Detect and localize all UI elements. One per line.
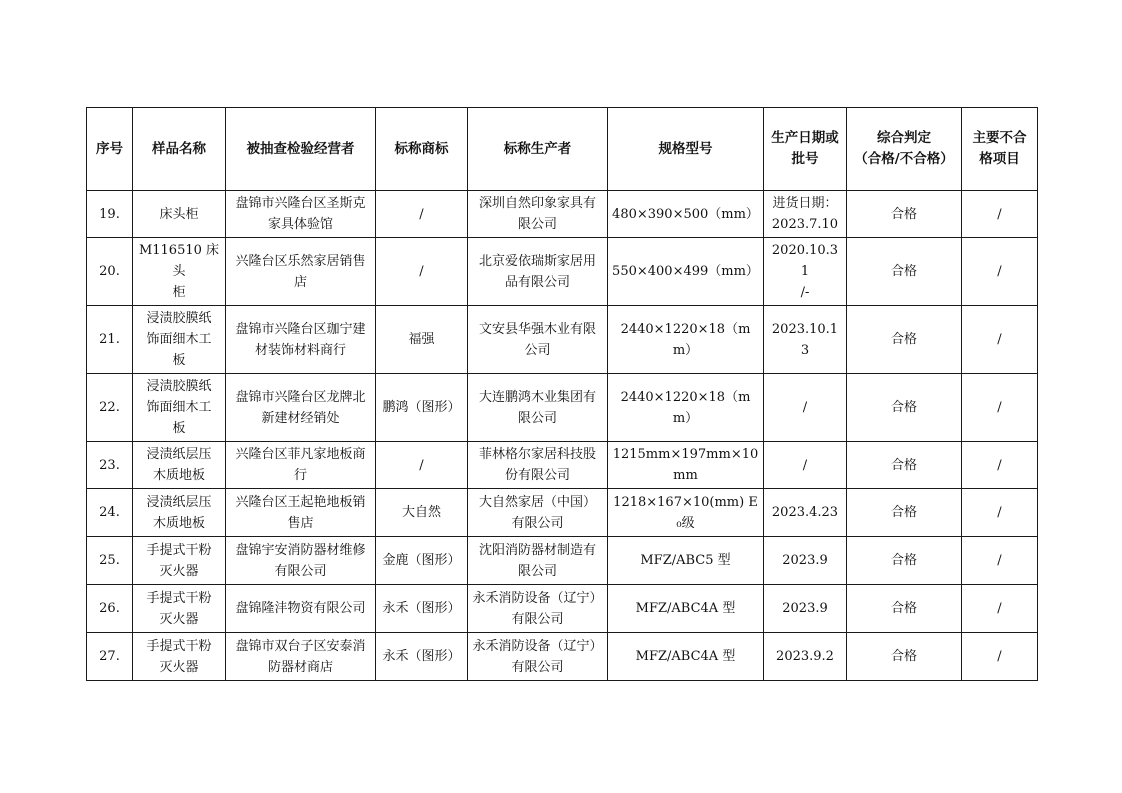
cell-trademark: / [376,442,468,489]
cell-spec: 2440×1220×18（mm） [608,306,764,374]
cell-judgment: 合格 [847,489,962,537]
cell-nonconformity: / [962,585,1038,633]
cell-date: / [764,442,847,489]
cell-sample-name: 浸渍胶膜纸 饰面细木工 板 [133,306,226,374]
inspection-results-table [86,107,1038,681]
cell-spec: 480×390×500（mm） [608,191,764,238]
cell-trademark: 永禾（图形） [376,633,468,681]
cell-sample-name: 手提式干粉 灭火器 [133,633,226,681]
cell-operator: 兴隆台区乐然家居销售 店 [226,238,376,306]
cell-sample-name: 浸渍胶膜纸 饰面细木工 板 [133,374,226,442]
cell-trademark: / [376,238,468,306]
table-row [87,191,1038,238]
cell-judgment: 合格 [847,585,962,633]
cell-nonconformity: / [962,238,1038,306]
cell-judgment: 合格 [847,633,962,681]
cell-serial: 23. [87,442,133,489]
cell-operator: 兴隆台区王起艳地板销 售店 [226,489,376,537]
cell-serial: 26. [87,585,133,633]
table-row [87,374,1038,442]
table-row [87,442,1038,489]
cell-sample-name: 浸渍纸层压 木质地板 [133,442,226,489]
cell-manufacturer: 永禾消防设备（辽宁） 有限公司 [468,585,608,633]
cell-manufacturer: 北京爱依瑞斯家居用 品有限公司 [468,238,608,306]
cell-spec: MFZ/ABC4A 型 [608,633,764,681]
cell-operator: 盘锦市兴隆台区珈宁建 材装饰材料商行 [226,306,376,374]
cell-serial: 24. [87,489,133,537]
cell-serial: 25. [87,537,133,585]
cell-operator: 盘锦市双台子区安泰消 防器材商店 [226,633,376,681]
cell-nonconformity: / [962,633,1038,681]
cell-spec: MFZ/ABC5 型 [608,537,764,585]
header-serial: 序号 [87,108,133,191]
header-judgment: 综合判定 （合格/不合格） [847,108,962,191]
cell-nonconformity: / [962,191,1038,238]
header-operator: 被抽查检验经营者 [226,108,376,191]
cell-spec: 1215mm×197mm×10mm [608,442,764,489]
cell-date: 2023.4.23 [764,489,847,537]
cell-serial: 19. [87,191,133,238]
cell-nonconformity: / [962,306,1038,374]
cell-spec: 550×400×499（mm） [608,238,764,306]
cell-date: 2020.10.31 /- [764,238,847,306]
cell-manufacturer: 菲林格尔家居科技股 份有限公司 [468,442,608,489]
table-row [87,585,1038,633]
cell-operator: 盘锦市兴隆台区圣斯克 家具体验馆 [226,191,376,238]
cell-spec: MFZ/ABC4A 型 [608,585,764,633]
cell-date: 2023.9.2 [764,633,847,681]
cell-trademark: 福强 [376,306,468,374]
cell-judgment: 合格 [847,306,962,374]
table-row [87,537,1038,585]
cell-date: 2023.9 [764,585,847,633]
cell-serial: 21. [87,306,133,374]
cell-manufacturer: 永禾消防设备（辽宁） 有限公司 [468,633,608,681]
cell-trademark: 金鹿（图形） [376,537,468,585]
cell-operator: 盘锦隆沣物资有限公司 [226,585,376,633]
header-date: 生产日期或 批号 [764,108,847,191]
table-row [87,633,1038,681]
cell-manufacturer: 大连鹏鸿木业集团有 限公司 [468,374,608,442]
cell-manufacturer: 文安县华强木业有限 公司 [468,306,608,374]
table-header-row [87,108,1038,191]
cell-serial: 20. [87,238,133,306]
cell-nonconformity: / [962,489,1038,537]
header-manufacturer: 标称生产者 [468,108,608,191]
cell-spec: 2440×1220×18（mm） [608,374,764,442]
header-trademark: 标称商标 [376,108,468,191]
cell-sample-name: 浸渍纸层压 木质地板 [133,489,226,537]
cell-trademark: / [376,191,468,238]
cell-sample-name: 手提式干粉 灭火器 [133,585,226,633]
cell-sample-name: 床头柜 [133,191,226,238]
header-spec: 规格型号 [608,108,764,191]
cell-nonconformity: / [962,374,1038,442]
header-nonconformity: 主要不合 格项目 [962,108,1038,191]
cell-judgment: 合格 [847,191,962,238]
cell-nonconformity: / [962,442,1038,489]
cell-trademark: 大自然 [376,489,468,537]
cell-serial: 22. [87,374,133,442]
cell-judgment: 合格 [847,442,962,489]
cell-manufacturer: 沈阳消防器材制造有 限公司 [468,537,608,585]
cell-judgment: 合格 [847,537,962,585]
cell-date: 进货日期： 2023.7.10 [764,191,847,238]
cell-judgment: 合格 [847,238,962,306]
cell-sample-name: 手提式干粉 灭火器 [133,537,226,585]
table-row [87,238,1038,306]
cell-operator: 盘锦市兴隆台区龙牌北 新建材经销处 [226,374,376,442]
table-row [87,306,1038,374]
cell-date: 2023.10.13 [764,306,847,374]
table-row [87,489,1038,537]
cell-serial: 27. [87,633,133,681]
cell-operator: 盘锦宇安消防器材维修 有限公司 [226,537,376,585]
cell-operator: 兴隆台区菲凡家地板商 行 [226,442,376,489]
header-sample-name: 样品名称 [133,108,226,191]
cell-sample-name: M116510 床头 柜 [133,238,226,306]
cell-judgment: 合格 [847,374,962,442]
cell-date: / [764,374,847,442]
cell-trademark: 鹏鸿（图形） [376,374,468,442]
cell-spec: 1218×167×10(mm) E₀级 [608,489,764,537]
cell-manufacturer: 深圳自然印象家具有 限公司 [468,191,608,238]
cell-date: 2023.9 [764,537,847,585]
cell-manufacturer: 大自然家居（中国） 有限公司 [468,489,608,537]
cell-nonconformity: / [962,537,1038,585]
cell-trademark: 永禾（图形） [376,585,468,633]
